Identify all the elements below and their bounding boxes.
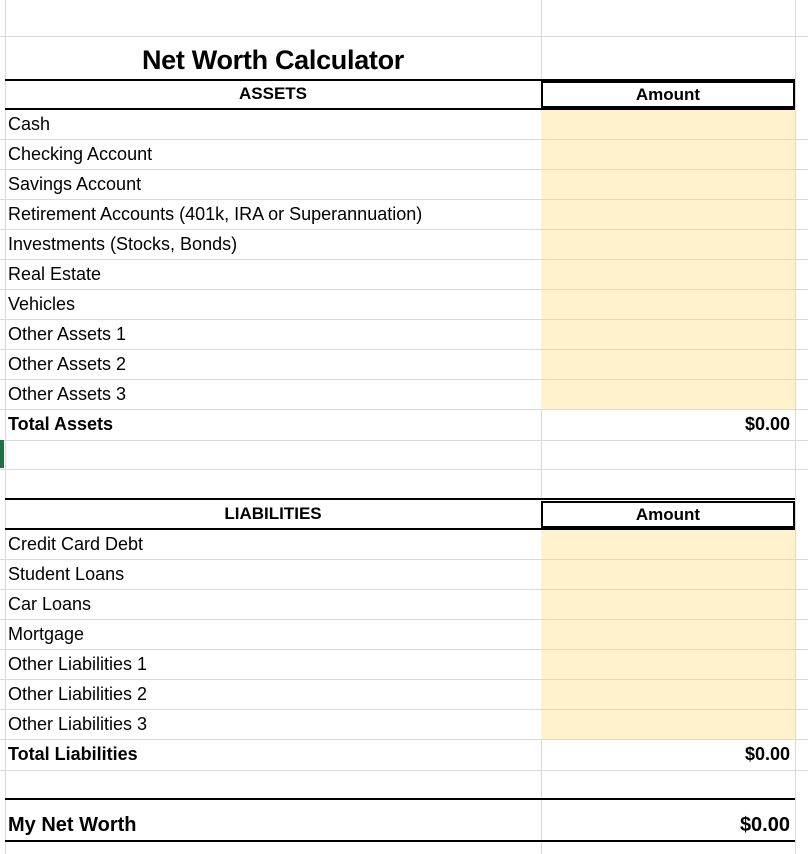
net-worth-value[interactable]: $0.00 xyxy=(739,814,790,836)
asset-row-label[interactable]: Other Assets 3 xyxy=(8,384,127,404)
asset-row-label[interactable]: Real Estate xyxy=(8,264,102,284)
asset-row-amount-input[interactable] xyxy=(541,170,795,200)
liabilities-header[interactable]: LIABILITIES xyxy=(224,504,322,523)
total-assets-value[interactable]: $0.00 xyxy=(744,414,790,434)
asset-row-label[interactable]: Vehicles xyxy=(8,294,76,314)
total-liabilities-value[interactable]: $0.00 xyxy=(744,744,790,764)
liability-row-amount-input[interactable] xyxy=(541,650,795,680)
asset-row-amount-input[interactable] xyxy=(541,260,795,290)
asset-row-amount-input[interactable] xyxy=(541,200,795,230)
asset-row-label[interactable]: Other Assets 2 xyxy=(8,354,127,374)
net-worth-label[interactable]: My Net Worth xyxy=(8,814,137,836)
liability-row-amount-input[interactable] xyxy=(541,710,795,740)
liabilities-amount-header[interactable]: Amount xyxy=(635,505,701,524)
page-title: Net Worth Calculator xyxy=(141,45,405,75)
liability-row-label[interactable]: Mortgage xyxy=(8,624,85,644)
liability-row-amount-input[interactable] xyxy=(541,620,795,650)
asset-row-label[interactable]: Checking Account xyxy=(8,144,153,164)
liability-row-amount-input[interactable] xyxy=(541,680,795,710)
active-cell-marker xyxy=(0,440,4,468)
asset-row-amount-input[interactable] xyxy=(541,320,795,350)
liability-row-amount-input[interactable] xyxy=(541,590,795,620)
liability-row-label[interactable]: Car Loans xyxy=(8,594,92,614)
asset-row-amount-input[interactable] xyxy=(541,230,795,260)
asset-row-label[interactable]: Investments (Stocks, Bonds) xyxy=(8,234,238,254)
assets-amount-header[interactable]: Amount xyxy=(635,85,701,104)
liability-row-label[interactable]: Other Liabilities 2 xyxy=(8,684,148,704)
asset-row-amount-input[interactable] xyxy=(541,290,795,320)
liability-row-label[interactable]: Credit Card Debt xyxy=(8,534,144,554)
asset-row-amount-input[interactable] xyxy=(541,350,795,380)
liability-row-amount-input[interactable] xyxy=(541,560,795,590)
asset-row-label[interactable]: Savings Account xyxy=(8,174,142,194)
asset-row-amount-input[interactable] xyxy=(541,110,795,140)
assets-header[interactable]: ASSETS xyxy=(238,84,308,103)
asset-row-label[interactable]: Cash xyxy=(8,114,51,134)
liability-row-label[interactable]: Student Loans xyxy=(8,564,125,584)
liability-row-amount-input[interactable] xyxy=(541,530,795,560)
liability-row-label[interactable]: Other Liabilities 3 xyxy=(8,714,148,734)
total-assets-label[interactable]: Total Assets xyxy=(8,414,114,434)
asset-row-label[interactable]: Other Assets 1 xyxy=(8,324,127,344)
total-liabilities-label[interactable]: Total Liabilities xyxy=(8,744,138,764)
asset-row-label[interactable]: Retirement Accounts (401k, IRA or Superannuation) xyxy=(8,204,423,224)
asset-row-amount-input[interactable] xyxy=(541,140,795,170)
asset-row-amount-input[interactable] xyxy=(541,380,795,410)
liability-row-label[interactable]: Other Liabilities 1 xyxy=(8,654,148,674)
